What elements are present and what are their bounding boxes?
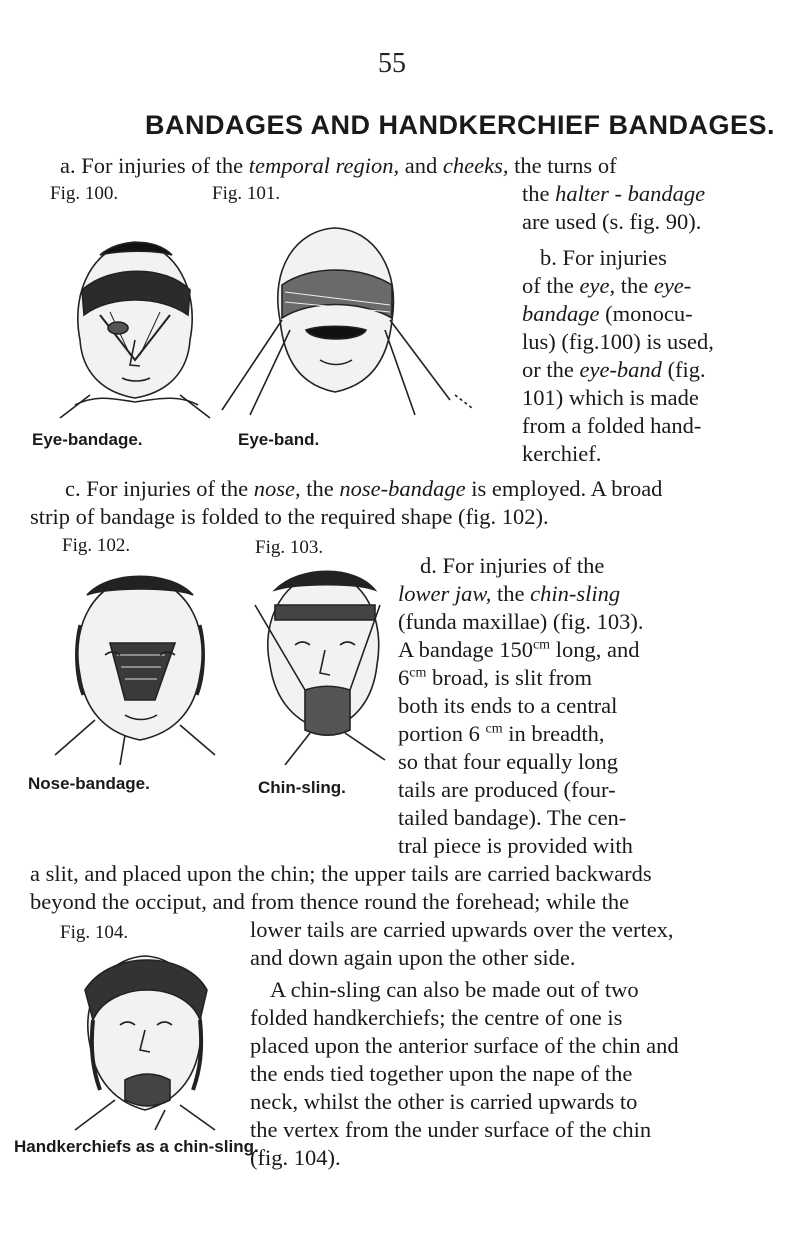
para-d-line6: both its ends to a central <box>398 693 618 718</box>
para-e-line7: (fig. 104). <box>250 1145 341 1170</box>
para-d-line8: so that four equally long <box>398 749 618 774</box>
para-b-line1: b. For injuries <box>540 245 667 270</box>
para-d-line4: A bandage $150^{cm}$ long, and <box>398 637 640 662</box>
eye-band-illustration <box>210 210 510 425</box>
fig-104-label: Fig. 104. <box>60 922 129 943</box>
para-b-line2: of the eye, the eye- <box>522 273 692 298</box>
fig-100-label: Fig. 100. <box>50 183 119 204</box>
para-d-line13: beyond the occiput, and from thence round the forehead; while the <box>30 889 630 914</box>
chin-sling-illustration <box>215 565 405 765</box>
para-e-line6: the vertex from the under surface of the chin <box>250 1117 652 1142</box>
nose-bandage-illustration <box>25 565 230 765</box>
fig-102-caption: Nose-bandage. <box>28 774 150 793</box>
page-number: 55 <box>378 48 406 79</box>
para-d-line14: lower tails are carried upwards over the vertex, <box>250 917 674 942</box>
para-d-line3: (funda maxillae) (fig. 103). <box>398 609 644 634</box>
para-e-line4: the ends tied together upon the nape of the <box>250 1061 633 1086</box>
para-d-line15: and down again upon the other side. <box>250 945 576 970</box>
para-e-line2: folded handkerchiefs; the centre of one is <box>250 1005 623 1030</box>
para-d-line1: d. For injuries of the <box>420 553 605 578</box>
handkerchief-chin-sling-illustration <box>45 950 235 1135</box>
eye-bandage-illustration <box>40 220 230 420</box>
para-b-line6: 101) which is made <box>522 385 699 410</box>
para-a-line3: are used (s. fig. 90). <box>522 209 702 234</box>
para-e-line3: placed upon the anterior surface of the chin and <box>250 1033 679 1058</box>
para-d-line11: tral piece is provided with <box>398 833 633 858</box>
para-b-line3: bandage (monocu- <box>522 301 693 326</box>
para-d-line10: tailed bandage). The cen- <box>398 805 627 830</box>
fig-104-caption: Handkerchiefs as a chin-sling. <box>14 1137 259 1156</box>
para-d-line9: tails are produced (four- <box>398 777 616 802</box>
fig-102-label: Fig. 102. <box>62 535 131 556</box>
para-d-line5: $6^{cm}$ broad, is slit from <box>398 665 592 690</box>
page-heading: BANDAGES AND HANDKERCHIEF BANDAGES. <box>145 110 776 140</box>
para-d-line12: a slit, and placed upon the chin; the upper tails are carried backwards <box>30 861 652 886</box>
fig-100-caption: Eye-bandage. <box>32 430 143 449</box>
para-e-line1: A chin-sling can also be made out of two <box>270 977 639 1002</box>
para-b-line7: from a folded hand- <box>522 413 702 438</box>
para-b-line8: kerchief. <box>522 441 602 466</box>
fig-103-caption: Chin-sling. <box>258 778 346 797</box>
para-a-line1: a. For injuries of the temporal region, and cheeks, the turns of <box>60 153 617 178</box>
fig-101-label: Fig. 101. <box>212 183 281 204</box>
fig-103-label: Fig. 103. <box>255 537 324 558</box>
para-c-line1: c. For injuries of the nose, the nose-bandage is employed. A broad <box>65 476 663 501</box>
para-b-line4: lus) (fig.100) is used, <box>522 329 714 354</box>
para-b-line5: or the eye-band (fig. <box>522 357 706 382</box>
para-e-line5: neck, whilst the other is carried upwards to <box>250 1089 638 1114</box>
fig-101-caption: Eye-band. <box>238 430 320 449</box>
para-d-line7: portion 6 $^{cm}$ in breadth, <box>398 721 605 746</box>
para-d-line2: lower jaw, the chin-sling <box>398 581 621 606</box>
para-a-line2: the halter - bandage <box>522 181 706 206</box>
para-c-line2: strip of bandage is folded to the required shape (fig. 102). <box>30 504 549 529</box>
